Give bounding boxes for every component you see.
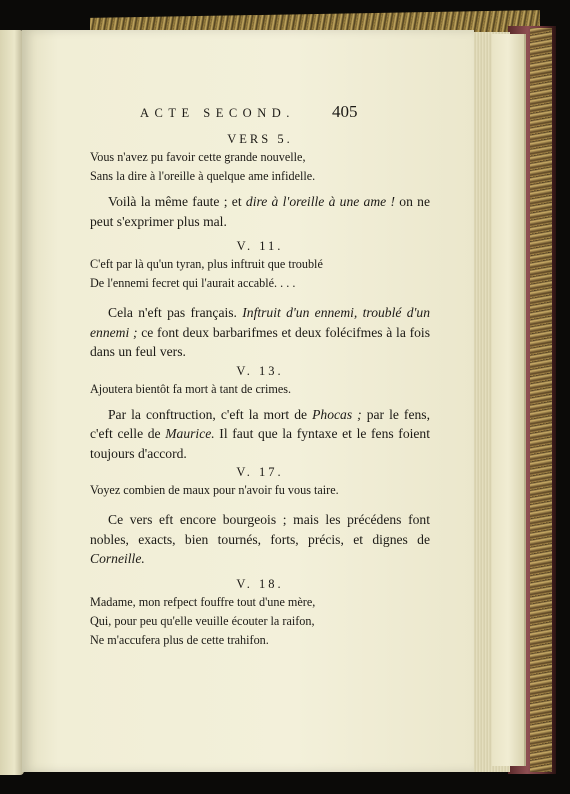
- page-block-fore-edge: [492, 34, 526, 766]
- quoted-line: C'eft par là qu'un tyran, plus inftruit que troublé: [90, 257, 323, 271]
- commentary: [90, 510, 430, 569]
- quoted-line: Ajoutera bientôt fa mort à tant de crimes.: [90, 381, 292, 396]
- running-head: [22, 102, 474, 128]
- commentary-text: on ne peut s'exprimer plus mal.: [90, 194, 430, 229]
- commentary-text: Cela n'eft pas français.: [108, 305, 243, 320]
- verse-label: VERS 5.: [227, 132, 293, 146]
- commentary-text: Ce vers eft encore bourgeois ; mais les précédens font nobles, exacts, bien tournés, forts, précis, et dignes de: [90, 512, 430, 547]
- commentary: [90, 405, 430, 464]
- quoted-line: Sans la dire à l'oreille à quelque ame infidelle.: [90, 169, 316, 183]
- quoted-line: Ne m'accufera plus de cette trahifon.: [90, 632, 269, 647]
- verse-label: V. 11.: [236, 239, 284, 253]
- commentary: [90, 303, 430, 362]
- running-title: ACTE SECOND.: [140, 106, 295, 120]
- commentary-text: ce font deux barbarifmes et deux folécifmes à la fois dans un feul vers.: [90, 324, 430, 359]
- gilt-binding-edge: [530, 28, 552, 772]
- quoted-line: Vous n'avez pu favoir cette grande nouvelle,: [90, 150, 306, 164]
- commentary-italic: Maurice.: [165, 426, 215, 441]
- verse-label: V. 18.: [236, 576, 284, 591]
- commentary-italic: Inftruit d'un ennemi, troublé d'un ennemi ;: [90, 305, 430, 340]
- verse-label: V. 13.: [236, 363, 284, 378]
- quoted-line: Voyez combien de maux pour n'avoir fu vous taire.: [90, 483, 339, 497]
- commentary: [90, 192, 430, 231]
- page-number: 405: [332, 102, 358, 121]
- commentary-text: Il faut que la fyntaxe et le fens foient toujours d'accord.: [90, 426, 431, 461]
- commentary-text: Par la conftruction, c'eft la mort de: [108, 406, 313, 422]
- commentary-italic: Phocas ;: [312, 406, 362, 422]
- quoted-line: Madame, mon refpect fouffre tout d'une mère,: [90, 594, 316, 609]
- page-body: [90, 130, 430, 650]
- quoted-line: Qui, pour peu qu'elle veuille écouter la raifon,: [90, 613, 315, 628]
- commentary-text: par le fens, c'eft celle de: [90, 406, 430, 441]
- book-page: [22, 30, 474, 772]
- commentary-text: Voilà la même faute ; et: [108, 194, 246, 209]
- verse-label: V. 17.: [236, 465, 284, 479]
- quoted-line: De l'ennemi fecret qui l'aurait accablé. . . .: [90, 276, 296, 290]
- commentary-italic: dire à l'oreille à une ame !: [245, 194, 396, 209]
- previous-leaf: [0, 30, 24, 775]
- commentary-italic: Corneille.: [90, 551, 145, 566]
